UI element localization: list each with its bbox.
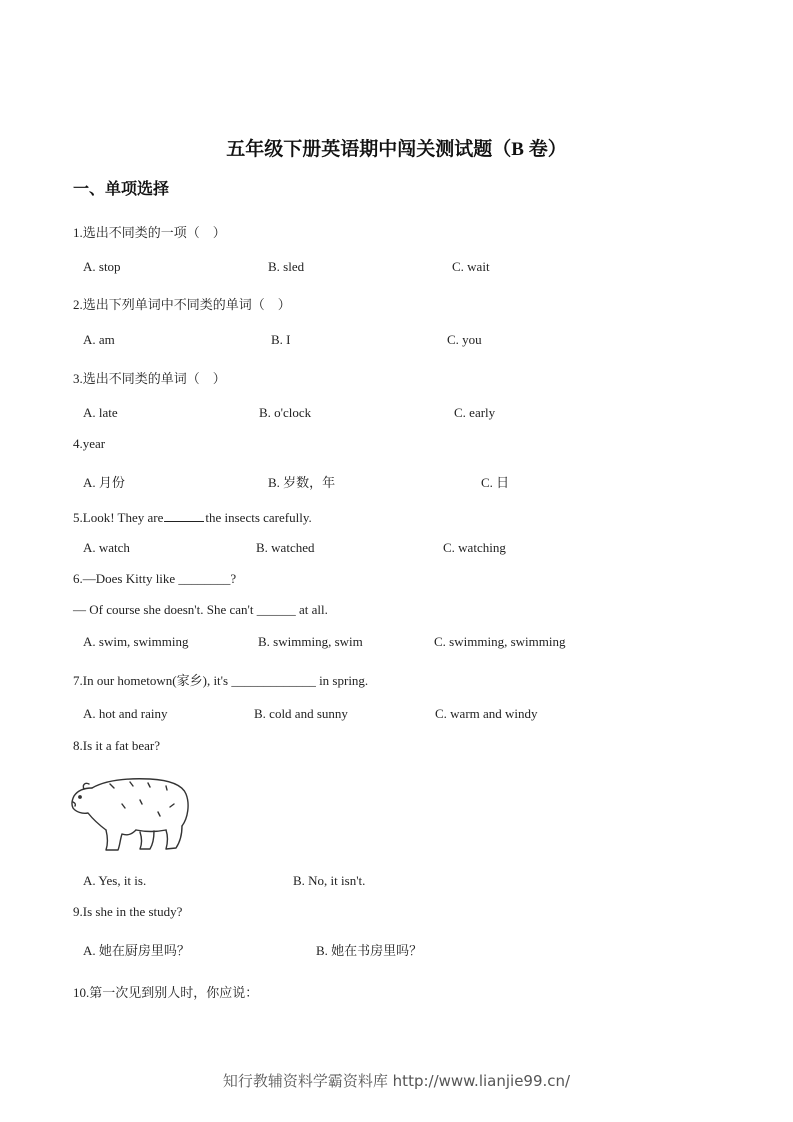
q5-stem-start: 5.Look! They are <box>73 510 164 525</box>
q6-option-c: C. swimming, swimming <box>434 634 566 649</box>
q2-option-a: A. am <box>83 332 115 347</box>
q5-blank <box>164 509 204 522</box>
question-7: 7.In our hometown(家乡), it's _____________ in spring. <box>73 673 369 688</box>
question-6: 6.—Does Kitty like ________? <box>73 571 237 586</box>
q5-option-c: C. watching <box>443 540 506 555</box>
q8-option-a: A. Yes, it is. <box>83 873 147 888</box>
q2-option-c: C. you <box>447 332 482 347</box>
q5-option-b: B. watched <box>256 540 315 555</box>
footer-watermark: 知行教辅资料学霸资料库 http://www.lianjie99.cn/ <box>222 1072 571 1090</box>
q1-option-b: B. sled <box>268 259 305 274</box>
q7-option-c: C. warm and windy <box>435 706 538 721</box>
question-4: 4.year <box>73 436 106 451</box>
q9-option-a: A. 她在厨房里吗？ <box>83 943 190 958</box>
q3-option-b: B. o'clock <box>259 405 312 420</box>
bear-illustration <box>70 774 194 854</box>
q4-option-a: A. 月份 <box>83 475 125 490</box>
q5-stem-end: the insects carefully. <box>205 510 312 525</box>
q1-option-c: C. wait <box>452 259 490 274</box>
question-1: 1.选出不同类的一项（ ） <box>73 225 226 240</box>
section-heading: 一、单项选择 <box>73 181 170 198</box>
q4-option-c: C. 日 <box>481 475 510 490</box>
q8-option-b: B. No, it isn't. <box>293 873 366 888</box>
question-10: 10.第一次见到别人时，你应说： <box>73 985 259 1000</box>
q6-option-a: A. swim, swimming <box>83 634 189 649</box>
page-title: 五年级下册英语期中闯关测试题（B 卷） <box>226 139 567 160</box>
question-2: 2.选出下列单词中不同类的单词（ ） <box>73 297 291 312</box>
question-9: 9.Is she in the study? <box>73 904 183 919</box>
q4-option-b: B. 岁数，年 <box>268 475 336 490</box>
q6-option-b: B. swimming, swim <box>258 634 363 649</box>
question-3: 3.选出不同类的单词（ ） <box>73 371 226 386</box>
q7-option-a: A. hot and rainy <box>83 706 168 721</box>
question-8: 8.Is it a fat bear? <box>73 738 160 753</box>
q5-option-a: A. watch <box>83 540 130 555</box>
q3-option-c: C. early <box>454 405 496 420</box>
q2-option-b: B. I <box>271 332 291 347</box>
question-6-line-2: — Of course she doesn't. She can't ______ at all. <box>73 602 328 617</box>
q9-option-b: B. 她在书房里吗？ <box>316 943 423 958</box>
question-5 <box>73 509 312 526</box>
q3-option-a: A. late <box>83 405 118 420</box>
q7-option-b: B. cold and sunny <box>254 706 348 721</box>
q1-option-a: A. stop <box>83 259 121 274</box>
